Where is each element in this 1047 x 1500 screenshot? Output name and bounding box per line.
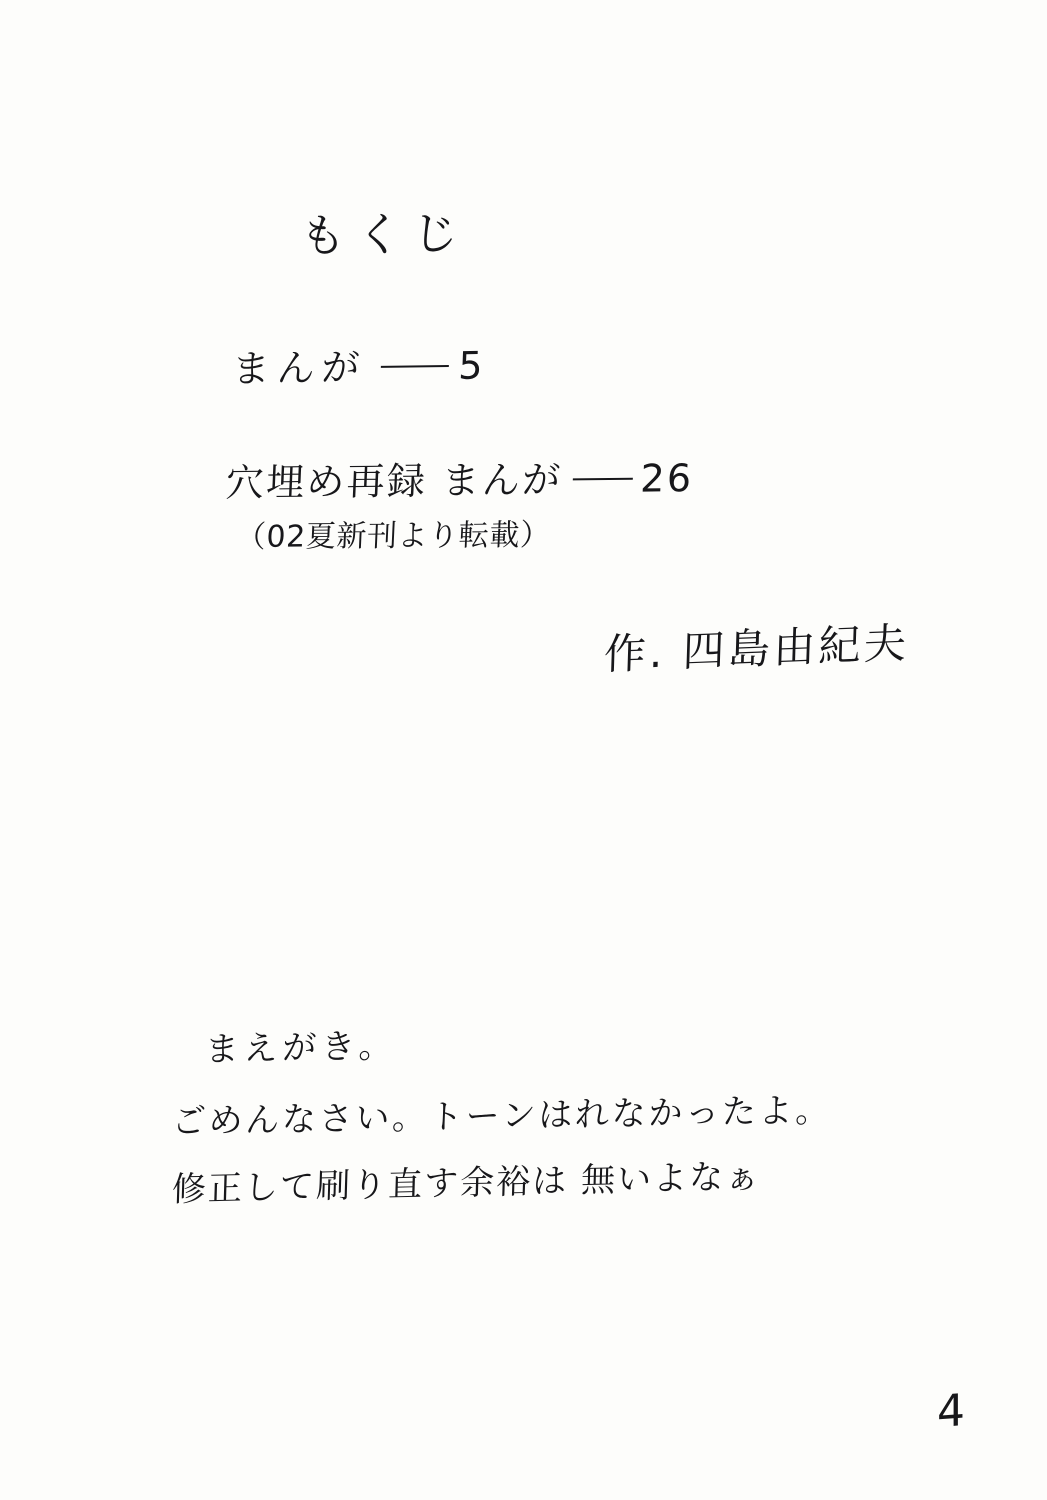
preface-heading: まえがき。 (204, 1025, 398, 1071)
toc-entry (225, 447, 695, 507)
page-title: もくじ (299, 205, 470, 264)
toc-entry-label: 穴埋め再録 まんが (224, 457, 564, 506)
preface-line: ごめんなさい。トーンはれなかったよ。 (171, 1090, 833, 1143)
preface-line: 修正して刷り直す余裕は 無いよなぁ (171, 1156, 762, 1211)
toc-entry (231, 334, 491, 393)
leader-dash (380, 365, 448, 368)
leader-dash (572, 478, 632, 481)
toc-entry-label: まんが (231, 345, 368, 392)
toc-entry-page: 26 (639, 456, 695, 501)
byline: 作. 四島由紀夫 (603, 618, 911, 680)
toc-entry-page: 5 (457, 343, 491, 388)
toc-entry-note: （02夏新刊より転載） (235, 517, 552, 556)
page-number: 4 (936, 1384, 969, 1439)
